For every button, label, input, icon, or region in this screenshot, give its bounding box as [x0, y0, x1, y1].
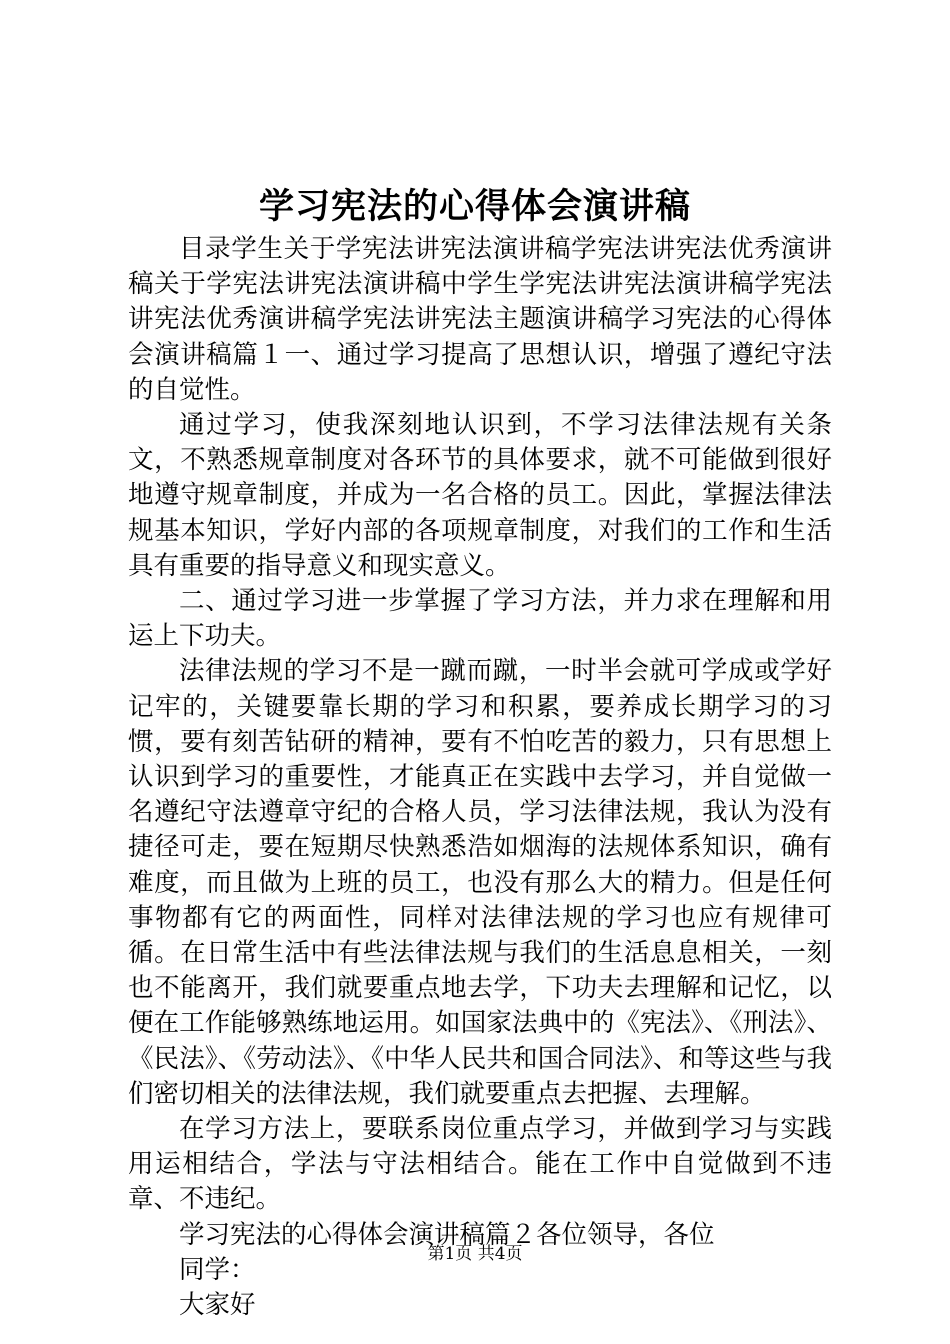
closing-line-3: 大家好: [179, 1290, 256, 1321]
body-paragraph-1: 目录学生关于学宪法讲宪法演讲稿学宪法讲宪法优秀演讲稿关于学宪法讲宪法演讲稿中学生学宪法讲宪法演讲稿学宪法讲宪法优秀演讲稿学宪法讲宪法主题演讲稿学习宪法的心得体会演讲稿篇１一、通过学习提高了思想认识，增强了遵纪守法的自觉性。: [128, 234, 832, 405]
body-paragraph-4: 法律法规的学习不是一蹴而蹴，一时半会就可学成或学好记牢的，关键要靠长期的学习和积累，要养成长期学习的习惯，要有刻苦钻研的精神，要有不怕吃苦的毅力，只有思想上认识到学习的重要性，才能真正在实践中去学习，并自觉做一名遵纪守法遵章守纪的合格人员，学习法律法规，我认为没有捷径可走，要在短期尽快熟悉浩如烟海的法规体系知识，确有难度，而且做为上班的员工，也没有那么大的精力。但是任何事物都有它的两面性，同样对法律法规的学习也应有规律可循。在日常生活中有些法律法规与我们的生活息息相关，一刻也不能离开，我们就要重点地去学，下功夫去理解和记忆，以便在工作能够熟练地运用。如国家法典中的《宪法》、《刑法》、《民法》、《劳动法》、《中华人民共和国合同法》、和等这些与我们密切相关的法律法规，我们就要重点去把握、去理解。: [128, 656, 832, 1109]
closing-line-1: 学习宪法的心得体会演讲稿篇２各位领导，各位: [179, 1219, 715, 1250]
body-paragraph-5: 在学习方法上，要联系岗位重点学习，并做到学习与实践用运相结合，学法与守法相结合。能在工作中自觉做到不违章、不违纪。: [128, 1114, 832, 1215]
document-title: 学习宪法的心得体会演讲稿: [258, 186, 691, 227]
body-paragraph-2: 通过学习，使我深刻地认识到，不学习法律法规有关条文，不熟悉规章制度对各环节的具体要求，就不可能做到很好地遵守规章制度，并成为一名合格的员工。因此，掌握法律法规基本知识，学好内部的各项规章制度，对我们的工作和生活具有重要的指导意义和现实意义。: [128, 410, 832, 581]
closing-line-2: 同学：: [179, 1254, 256, 1285]
body-paragraph-3: 二、通过学习进一步掌握了学习方法，并力求在理解和用运上下功夫。: [128, 586, 832, 652]
document-body: [128, 232, 832, 1323]
page-number-footer: 第1页 共4页: [427, 1244, 523, 1264]
